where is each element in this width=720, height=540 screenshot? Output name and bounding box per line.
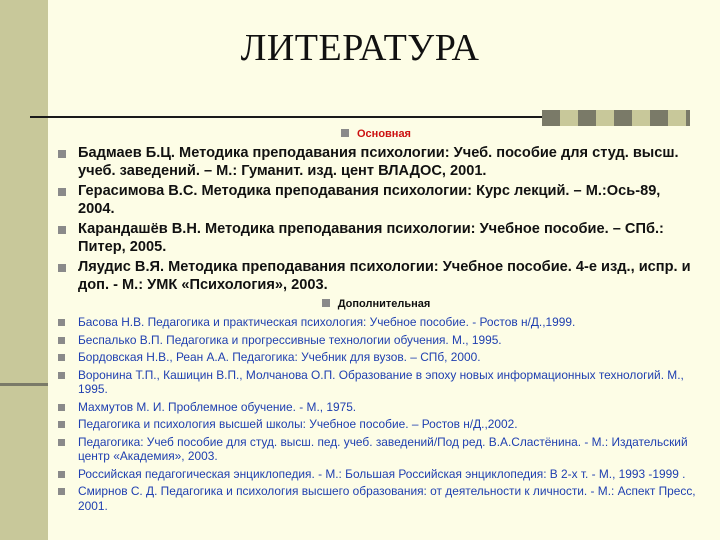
slide-title: ЛИТЕРАТУРА [240,27,480,69]
extra-reference-item: Смирнов С. Д. Педагогика и психология высшего образования: от деятельности к личности. - М.: Аспект Пресс, 2001. [56,484,696,513]
left-strip-divider [0,383,48,386]
square-bullet-icon [58,226,66,234]
references-list [56,124,696,516]
extra-reference-item: Российская педагогическая энциклопедия. - М.: Большая Российская энциклопедия: В 2-х т. - М., 1993 -1999 . [56,467,696,482]
extra-reference-item: Басова Н.В. Педагогика и практическая психология: Учебное пособие. - Ростов н/Д.,1999. [56,315,696,330]
square-bullet-icon [58,264,66,272]
square-bullet-icon [341,129,349,137]
square-bullet-icon [58,150,66,158]
square-bullet-icon [58,471,65,478]
square-bullet-icon [58,188,66,196]
square-bullet-icon [58,488,65,495]
main-reference-item: Герасимова В.С. Методика преподавания психологии: Курс лекций. – М.:Ось-89, 2004. [56,183,696,218]
extra-section-heading: Дополнительная [56,298,696,310]
extra-reference-item: Беспалько В.П. Педагогика и прогрессивные технологии обучения. М., 1995. [56,333,696,348]
extra-reference-item: Педагогика и психология высшей школы: Учебное пособие. – Ростов н/Д.,2002. [56,417,696,432]
square-bullet-icon [58,319,65,326]
square-bullet-icon [58,404,65,411]
square-bullet-icon [58,421,65,428]
square-bullet-icon [322,299,330,307]
square-bullet-icon [58,439,65,446]
main-reference-item: Карандашёв В.Н. Методика преподавания психологии: Учебное пособие. – СПб.: Питер, 2005. [56,221,696,256]
main-reference-item: Ляудис В.Я. Методика преподавания психологии: Учебное пособие. 4-е изд., испр. и доп. - М.: УМК «Психология», 2003. [56,259,696,294]
extra-reference-item: Педагогика: Учеб пособие для студ. высш. пед. учеб. заведений/Под ред. В.А.Сластёнина. - М.: Издательский центр «Академия», 2003. [56,435,696,464]
extra-reference-item: Махмутов М. И. Проблемное обучение. - М., 1975. [56,400,696,415]
square-bullet-icon [58,337,65,344]
extra-reference-item: Бордовская Н.В., Реан А.А. Педагогика: Учебник для вузов. – СПб, 2000. [56,350,696,365]
extra-reference-item: Воронина Т.П., Кашицин В.П., Молчанова О.П. Образование в эпоху новых информационных технологий. М., 1995. [56,368,696,397]
main-reference-item: Бадмаев Б.Ц. Методика преподавания психологии: Учеб. пособие для студ. высш. учеб. заведений. – М.: Гуманит. изд. цент ВЛАДОС, 2001. [56,145,696,180]
square-bullet-icon [58,372,65,379]
left-accent-strip [0,0,48,540]
square-bullet-icon [58,354,65,361]
main-section-heading: Основная [56,128,696,140]
